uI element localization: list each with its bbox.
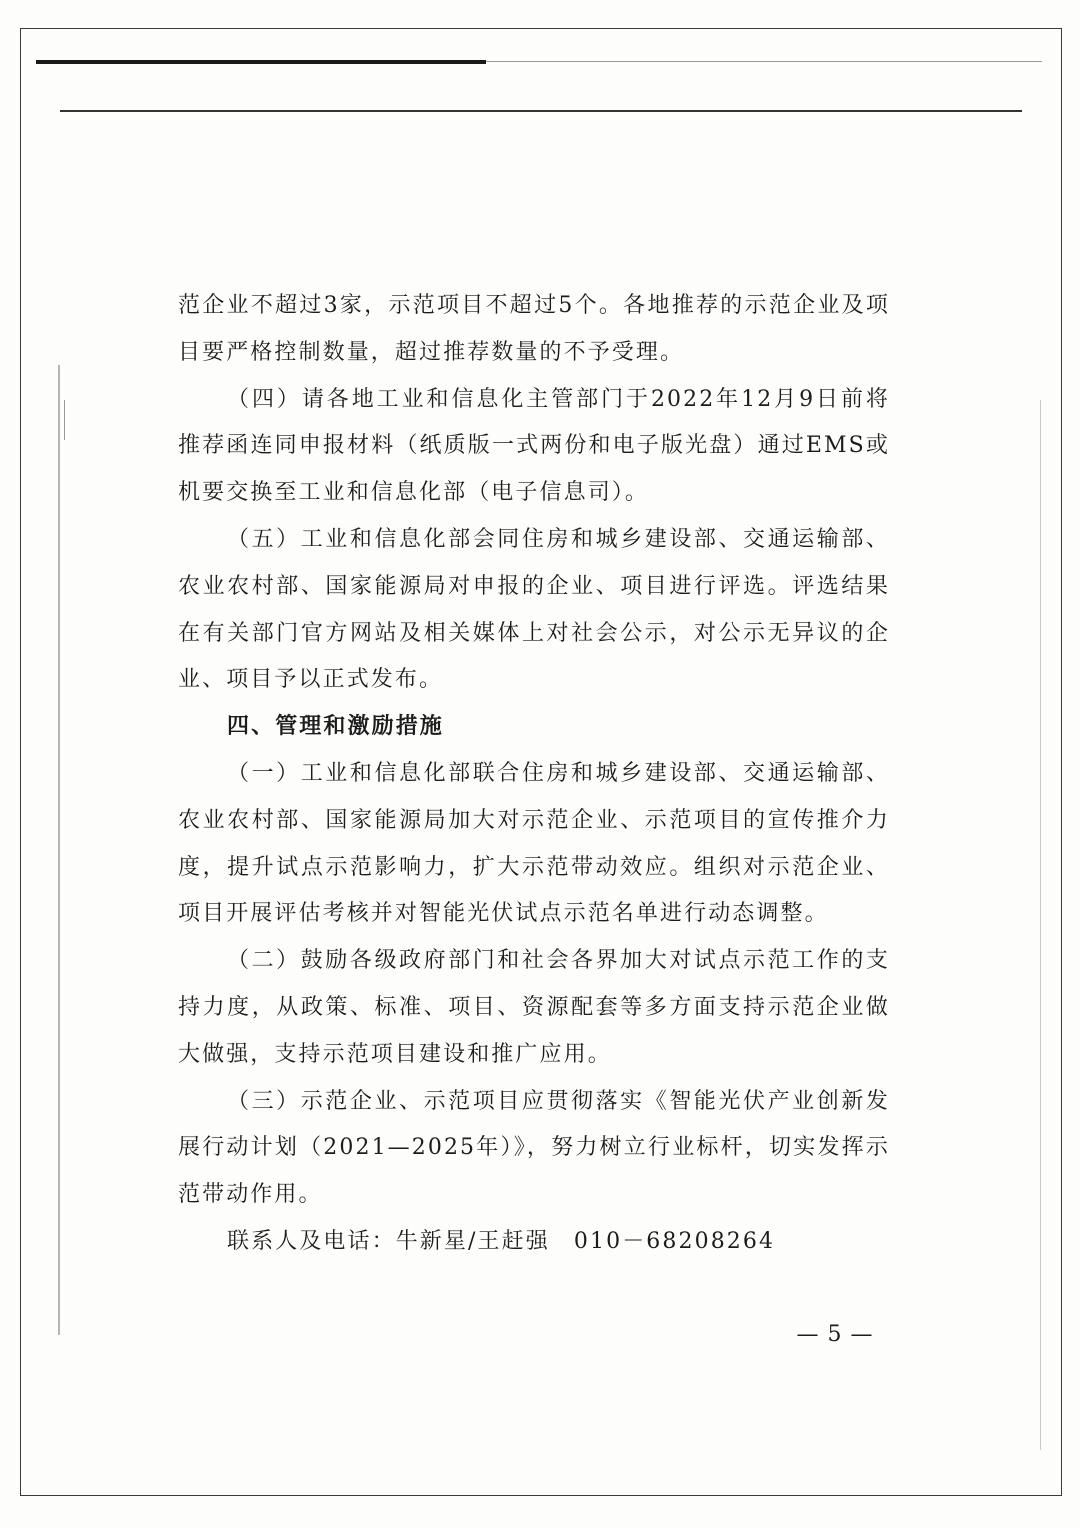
paragraph-item-four: （四）请各地工业和信息化主管部门于2022年12月9日前将推荐函连同申报材料（纸质版一式两份和电子版光盘）通过EMS或机要交换至工业和信息化部（电子信息司）。: [178, 386, 890, 506]
paragraph-measure-two: （二）鼓励各级政府部门和社会各界加大对试点示范工作的支持力度，从政策、标准、项目、资源配套等多方面支持示范企业做大做强，支持示范项目建设和推广应用。: [178, 948, 890, 1067]
paragraph-measure-three: （三）示范企业、示范项目应贯彻落实《智能光伏产业创新发展行动计划（2021—2025年）》，努力树立行业标杆，切实发挥示范带动作用。: [178, 1088, 890, 1208]
header-rule-thin: [60, 110, 1022, 112]
contact-line: 联系人及电话：牛新星/王赶强 010－68208264: [227, 1228, 776, 1254]
document-body: [178, 283, 890, 1266]
scan-artifact-right: [1040, 400, 1041, 1450]
header-rule-thick: [36, 60, 486, 64]
header-rule-faint: [486, 61, 1042, 62]
paragraph-continuation: 范企业不超过3家，示范项目不超过5个。各地推荐的示范企业及项目要严格控制数量，超过推荐数量的不予受理。: [178, 293, 890, 365]
section-heading-management: 四、管理和激励措施: [227, 714, 444, 740]
scan-artifact-left: [58, 365, 60, 1335]
paragraph-measure-one: （一）工业和信息化部联合住房和城乡建设部、交通运输部、农业农村部、国家能源局加大对示范企业、示范项目的宣传推介力度，提升试点示范影响力，扩大示范带动效应。组织对示范企业、项目开展评估考核并对智能光伏试点示范名单进行动态调整。: [178, 760, 890, 927]
scan-artifact-left-small: [64, 400, 65, 440]
page-number: — 5 —: [796, 1322, 874, 1347]
paragraph-item-five: （五）工业和信息化部会同住房和城乡建设部、交通运输部、农业农村部、国家能源局对申报的企业、项目进行评选。评选结果在有关部门官方网站及相关媒体上对社会公示，对公示无异议的企业、项目予以正式发布。: [178, 526, 890, 693]
